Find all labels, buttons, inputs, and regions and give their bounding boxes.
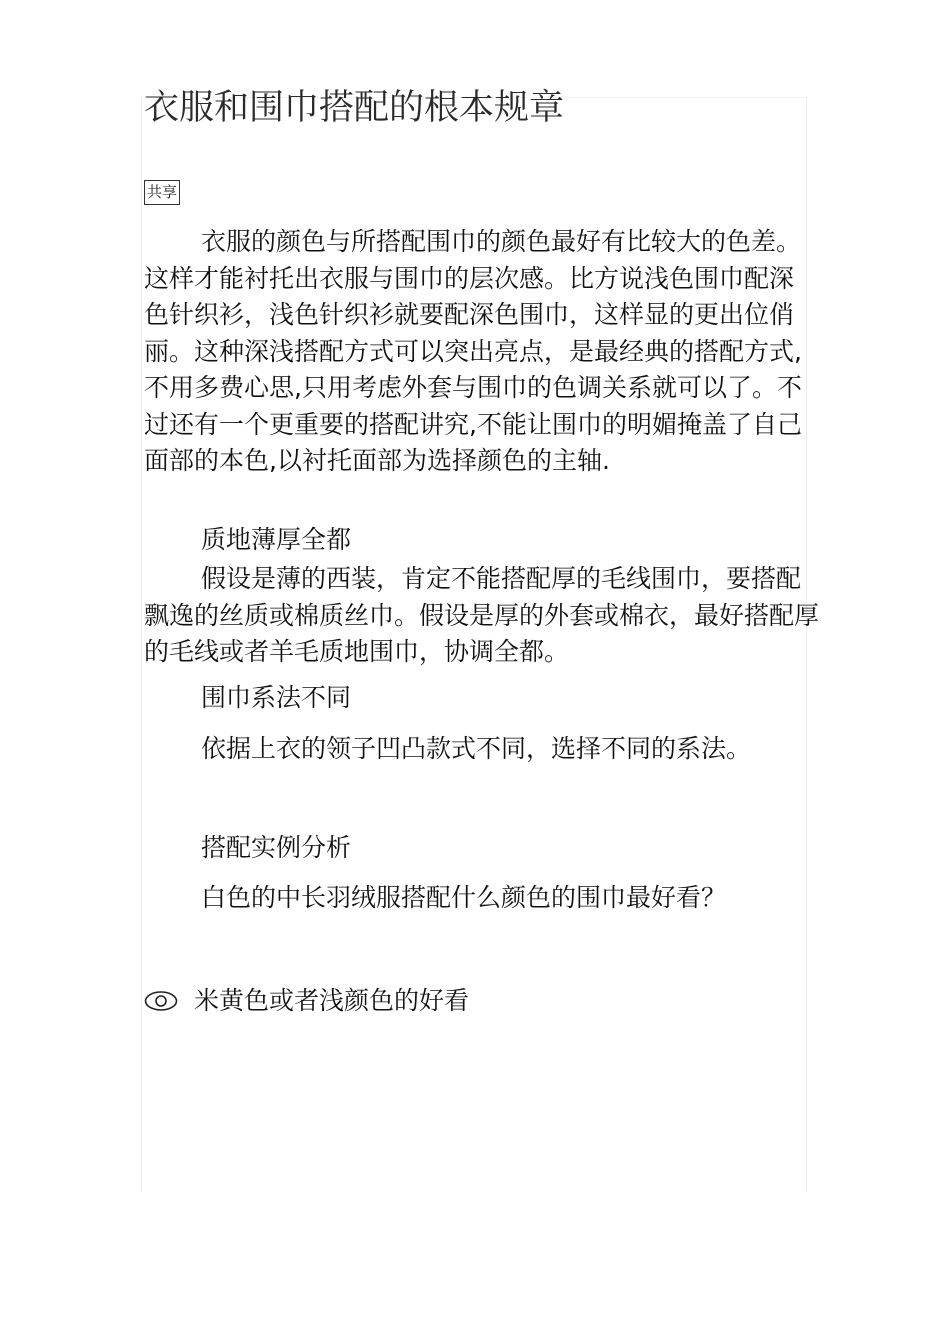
paragraph-color-contrast: 衣服的颜色与所搭配围巾的颜色最好有比较大的色差。这样才能衬托出衣服与围巾的层次感。比方说浅色围巾配深色针织衫，浅色针织衫就要配深色围巾，这样显的更出位俏丽。这种深浅搭配方式可以突出亮点，是最经典的搭配方式,不用多费心思,只用考虑外套与围巾的色调关系就可以了。不过还有一个更重要的搭配讲究,不能让围巾的明媚掩盖了自己面部的本色,以衬托面部为选择颜色的主轴.	[144, 227, 802, 475]
eye-icon	[144, 990, 178, 1012]
section-heading-tying: 围巾系法不同	[201, 683, 352, 712]
paragraph-texture: 假设是薄的西装，肯定不能搭配厚的毛线围巾，要搭配飘逸的丝质或棉质丝巾。假设是厚的外套或棉衣，最好搭配厚的毛线或者羊毛质地围巾，协调全都。	[144, 564, 820, 666]
paragraph-tying: 依据上衣的领子凹凸款式不同，选择不同的系法。	[201, 734, 752, 763]
section-heading-texture: 质地薄厚全都	[201, 525, 352, 554]
section-heading-examples: 搭配实例分析	[201, 833, 352, 862]
page-title: 衣服和围巾搭配的根本规章	[144, 88, 565, 128]
question-text: 白色的中长羽绒服搭配什么颜色的围巾最好看？	[201, 883, 727, 912]
share-button[interactable]: 共享	[144, 180, 180, 205]
answer-row	[144, 982, 469, 1020]
answer-text: 米黄色或者浅颜色的好看	[194, 986, 470, 1015]
